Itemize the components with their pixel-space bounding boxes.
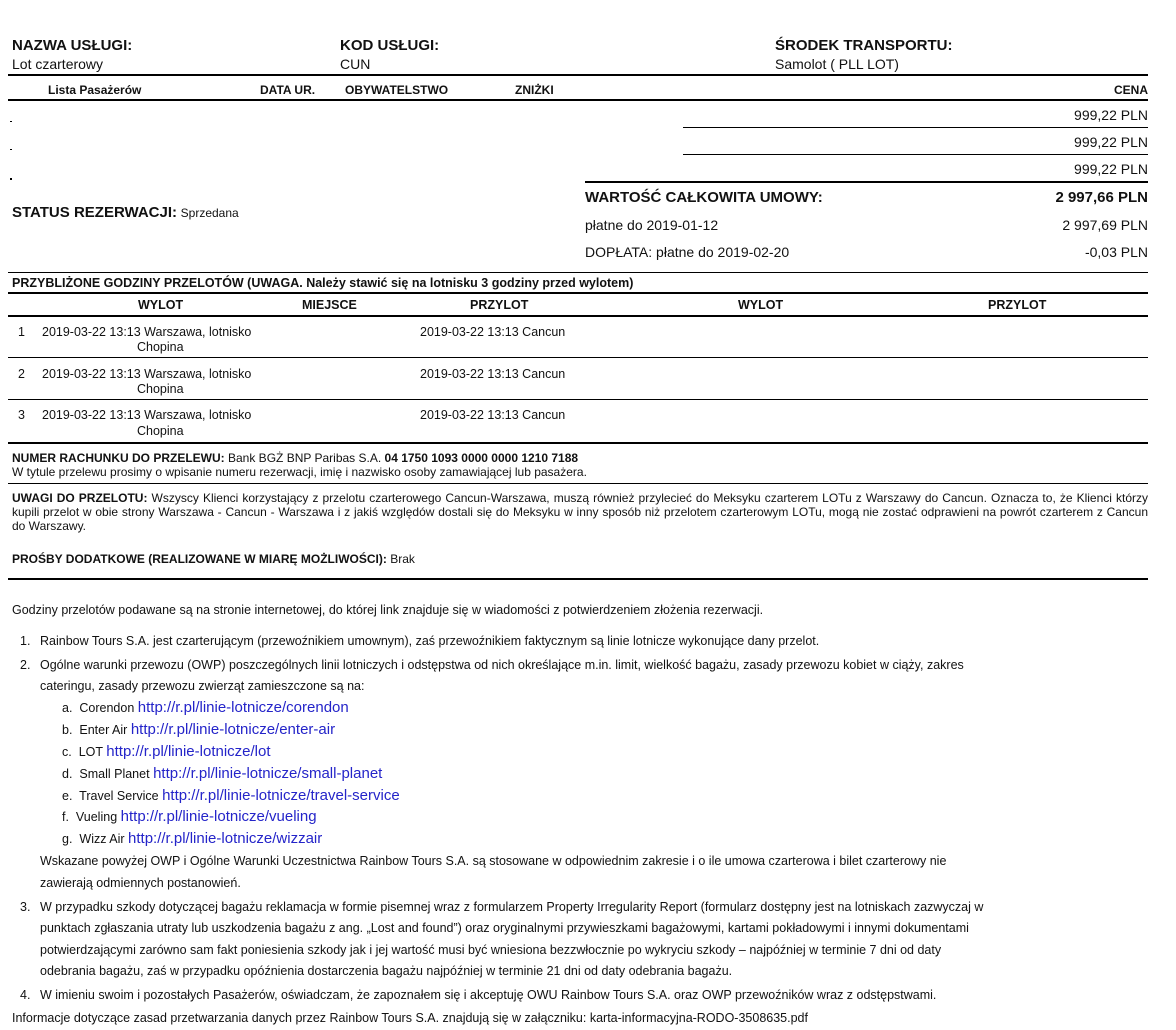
flight-notes: [12, 491, 1148, 533]
transfer-account: [12, 451, 1148, 465]
passenger-marker: [10, 149, 12, 150]
carrier-name: LOT: [78, 745, 103, 759]
flight-arrival: 2019-03-22 13:13 Cancun: [420, 408, 566, 422]
col-return-arrival: PRZYLOT: [988, 298, 1047, 312]
flight-notes-label: UWAGI DO PRZELOTU:: [12, 491, 148, 505]
flight-departure-airport: Chopina: [137, 382, 184, 396]
carrier-item: [62, 697, 349, 719]
term-number: 1.: [20, 634, 31, 648]
carrier-item: [62, 741, 271, 763]
passenger-marker: [10, 121, 12, 122]
term-item-3-line4: odebrania bagażu, zaś w przypadku opóźnienia dostarczenia bagażu najpóźniej w terminie 21 dni od daty odebrania bagażu.: [40, 964, 733, 978]
carrier-item: [62, 785, 400, 807]
carrier-letter: c.: [62, 745, 72, 759]
passenger-marker: [10, 178, 12, 180]
carrier-owp-link[interactable]: http://r.pl/linie-lotnicze/vueling: [120, 808, 317, 825]
flight-times-info: Godziny przelotów podawane są na stronie internetowej, do której link znajduje się w wiadomości z potwierdzeniem złożenia rezerwacji.: [12, 603, 764, 617]
owp-note-line2: zawierają odmiennych postanowień.: [40, 876, 241, 890]
carrier-owp-link[interactable]: http://r.pl/linie-lotnicze/lot: [106, 743, 271, 760]
flight-row-number: 3: [18, 408, 25, 422]
col-discounts: ZNIŻKI: [515, 83, 554, 97]
extra-payment-label: DOPŁATA: płatne do 2019-02-20: [585, 244, 790, 260]
carrier-item: [62, 828, 322, 850]
service-name-label: NAZWA USŁUGI:: [12, 37, 133, 54]
carrier-owp-link[interactable]: http://r.pl/linie-lotnicze/wizzair: [128, 830, 323, 847]
price-divider: [683, 154, 1148, 155]
status-value: Sprzedana: [180, 206, 239, 220]
term-number: 4.: [20, 988, 31, 1002]
carrier-name: Wizz Air: [79, 832, 125, 846]
flights-bottom-divider: [8, 442, 1148, 444]
additional-requests: [12, 552, 1148, 566]
flight-row-divider: [8, 357, 1148, 358]
col-passenger-list: Lista Pasażerów: [48, 83, 142, 97]
col-arrival: PRZYLOT: [470, 298, 529, 312]
owp-note-line1: Wskazane powyżej OWP i Ogólne Warunki Uczestnictwa Rainbow Tours S.A. są stosowane w odpowiednim zakresie i o ile umowa czarterowa i bilet czarterowy nie: [40, 854, 947, 868]
term-number: 3.: [20, 900, 31, 914]
carrier-name: Corendon: [79, 701, 135, 715]
status-label: STATUS REZERWACJI:: [12, 204, 178, 221]
col-citizenship: OBYWATELSTWO: [345, 83, 449, 97]
due-value: 2 997,69 PLN: [1062, 217, 1148, 233]
passenger-price: 999,22 PLN: [1074, 107, 1148, 123]
carrier-owp-link[interactable]: http://r.pl/linie-lotnicze/small-planet: [153, 765, 383, 782]
carrier-name: Travel Service: [79, 789, 159, 803]
carrier-name: Enter Air: [79, 723, 128, 737]
flight-departure-airport: Chopina: [137, 424, 184, 438]
carrier-letter: d.: [62, 767, 73, 781]
price-divider: [683, 127, 1148, 128]
carrier-owp-link[interactable]: http://r.pl/linie-lotnicze/corendon: [137, 699, 349, 716]
carrier-owp-link[interactable]: http://r.pl/linie-lotnicze/travel-service: [162, 787, 400, 804]
term-item-3-line1: W przypadku szkody dotyczącej bagażu reklamacja w formie pisemnej wraz z formularzem Property Irregularity Report (formularz dostępny jest na lotniskach zazwyczaj w: [40, 900, 984, 914]
transfer-label: NUMER RACHUNKU DO PRZELEWU:: [12, 451, 225, 465]
carrier-item: [62, 719, 335, 741]
flight-row-number: 2: [18, 367, 25, 381]
col-return-departure: WYLOT: [738, 298, 784, 312]
term-item-2-line2: cateringu, zasady przewozu zwierząt zamieszczone są na:: [40, 679, 365, 693]
flight-departure: 2019-03-22 13:13 Warszawa, lotnisko: [42, 367, 252, 381]
flights-title: PRZYBLIŻONE GODZINY PRZELOTÓW (UWAGA. Należy stawić się na lotnisku 3 godziny przed wylotem): [12, 276, 634, 290]
col-birth-date: DATA UR.: [260, 83, 316, 97]
flight-departure: 2019-03-22 13:13 Warszawa, lotnisko: [42, 325, 252, 339]
transport-value: Samolot ( PLL LOT): [775, 56, 899, 72]
passenger-price: 999,22 PLN: [1074, 134, 1148, 150]
flight-row-divider: [8, 399, 1148, 400]
col-place: MIEJSCE: [302, 298, 357, 312]
term-item-3-line2: punktach zgłaszania utraty lub uszkodzenia bagażu z ang. „Lost and found”) oraz oryginalnymi przywieszkami bagażowymi, kartami pokładowymi i innymi dokumentami: [40, 921, 969, 935]
transfer-account-number: 04 1750 1093 0000 0000 1210 7188: [384, 451, 579, 465]
passenger-price: 999,22 PLN: [1074, 161, 1148, 177]
carrier-name: Vueling: [75, 810, 118, 824]
service-code-value: CUN: [340, 56, 371, 72]
term-item-1: Rainbow Tours S.A. jest czarterującym (przewoźnikiem umownym), zaś przewoźnikiem faktycznym są linie lotnicze wykonujące dany przelot.: [40, 634, 820, 648]
flight-row-number: 1: [18, 325, 25, 339]
header-divider: [8, 74, 1148, 76]
carrier-letter: a.: [62, 701, 73, 715]
flights-header-divider: [8, 315, 1148, 317]
carrier-letter: b.: [62, 723, 73, 737]
total-divider: [585, 181, 1148, 183]
requests-value: Brak: [390, 552, 415, 566]
service-name-value: Lot czarterowy: [12, 56, 104, 72]
transfer-note: W tytule przelewu prosimy o wpisanie numeru rezerwacji, imię i nazwisko osoby zamawiającej lub pasażera.: [12, 465, 587, 479]
flight-departure-airport: Chopina: [137, 340, 184, 354]
flights-top-divider: [8, 272, 1148, 273]
carrier-item: [62, 806, 317, 828]
reservation-status: [12, 204, 239, 221]
total-label: WARTOŚĆ CAŁKOWITA UMOWY:: [585, 189, 823, 206]
flight-departure: 2019-03-22 13:13 Warszawa, lotnisko: [42, 408, 252, 422]
requests-label: PROŚBY DODATKOWE (REALIZOWANE W MIARĘ MOŻLIWOŚCI):: [12, 552, 387, 566]
flights-title-divider: [8, 292, 1148, 294]
term-item-2-line1: Ogólne warunki przewozu (OWP) poszczególnych linii lotniczych i odstępstwa od nich określające m.in. limit, wielkość bagażu, zasady przewozu kobiet w ciąży, zakres: [40, 658, 964, 672]
data-processing-info: Informacje dotyczące zasad przetwarzania danych przez Rainbow Tours S.A. znajdują się w załączniku: karta-informacyjna-RODO-3508635.pdf: [12, 1011, 808, 1025]
term-item-3-line3: potwierdzającymi zarówno sam fakt poniesienia szkody jak i jej wartość musi być wniesiona bezzwłocznie po wykryciu szkody – najpóźniej w terminie 7 dni od daty: [40, 943, 942, 957]
carrier-letter: f.: [62, 810, 69, 824]
due-label: płatne do 2019-01-12: [585, 217, 719, 233]
col-departure: WYLOT: [138, 298, 184, 312]
transfer-divider: [8, 483, 1148, 484]
carrier-owp-link[interactable]: http://r.pl/linie-lotnicze/enter-air: [130, 721, 336, 738]
term-number: 2.: [20, 658, 31, 672]
transfer-bank: Bank BGŻ BNP Paribas S.A.: [228, 451, 382, 465]
flight-arrival: 2019-03-22 13:13 Cancun: [420, 325, 566, 339]
passenger-header-divider: [8, 99, 1148, 101]
term-item-4: W imieniu swoim i pozostałych Pasażerów, oświadczam, że zapoznałem się i akceptuję OWU Rainbow Tours S.A. oraz OWP przewoźników wraz z odstępstwami.: [40, 988, 937, 1002]
carrier-item: [62, 763, 382, 785]
service-code-label: KOD USŁUGI:: [340, 37, 440, 54]
carrier-letter: g.: [62, 832, 73, 846]
requests-divider: [8, 578, 1148, 580]
carrier-letter: e.: [62, 789, 73, 803]
transport-label: ŚRODEK TRANSPORTU:: [775, 37, 953, 54]
flight-arrival: 2019-03-22 13:13 Cancun: [420, 367, 566, 381]
extra-payment-value: -0,03 PLN: [1084, 244, 1148, 260]
col-price: CENA: [1113, 83, 1148, 97]
flight-notes-text: Wszyscy Klienci korzystający z przelotu czarterowego Cancun-Warszawa, muszą również przylecieć do Meksyku czarterem LOTu z Warszawy do Cancun. Oznacza to, że Klienci którzy kupili przelot w obie strony Warszawa - Cancun - Warszawa i z jakiś względów dostali się do Meksyku w inny sposób niż przelotem czarterowym LOTu, mogą nie zostać odprawieni na powrót czarterem z Cancun do Warszawy.: [12, 491, 1149, 533]
carrier-name: Small Planet: [79, 767, 150, 781]
total-value: 2 997,66 PLN: [1055, 189, 1148, 206]
